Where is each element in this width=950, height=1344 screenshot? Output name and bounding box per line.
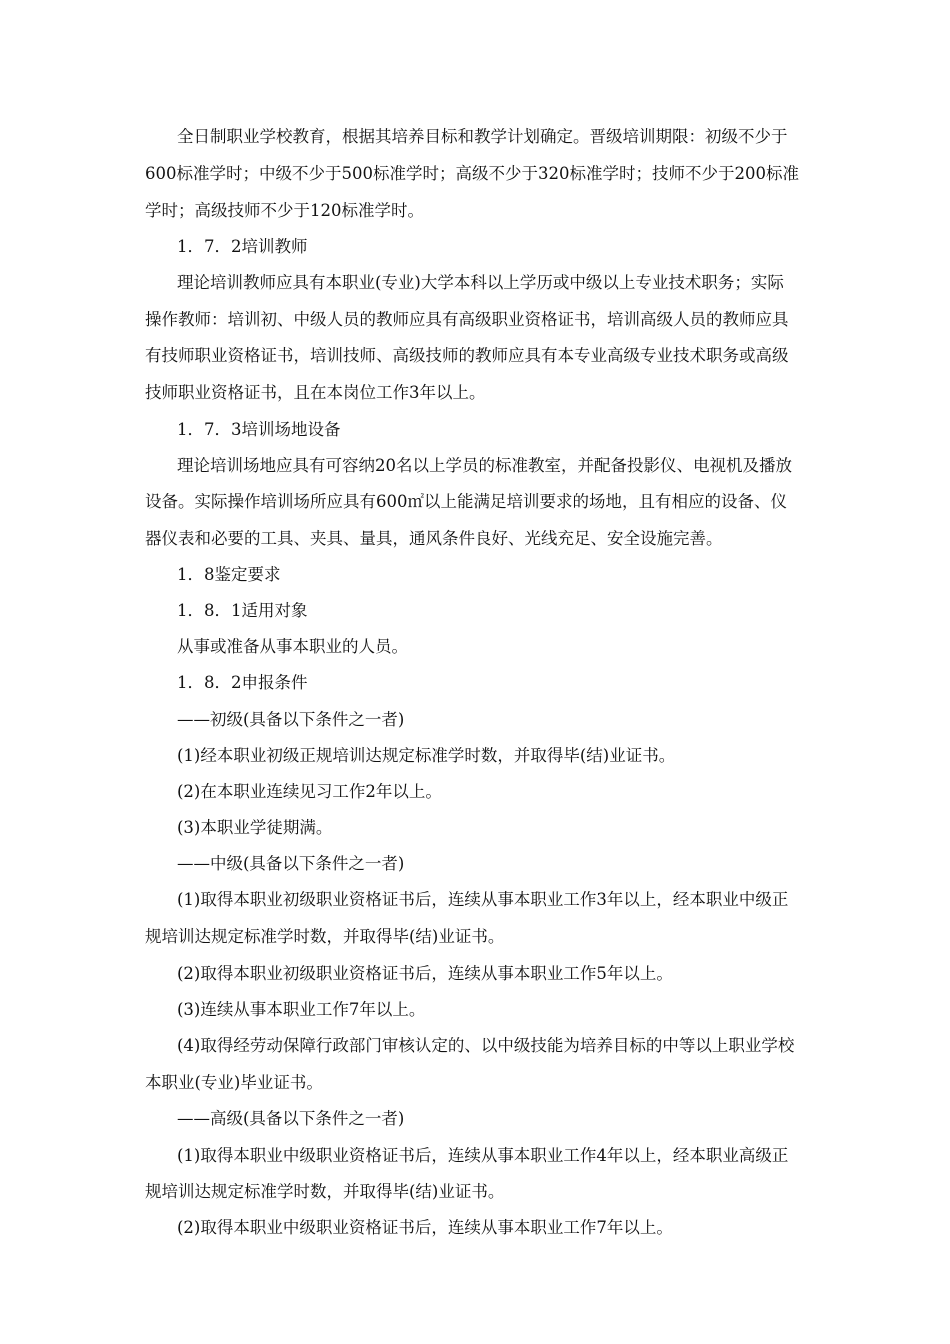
body-text-line: 600标准学时；中级不少于500标准学时；高级不少于320标准学时；技师不少于200标准	[145, 164, 799, 183]
body-text-line: 操作教师：培训初、中级人员的教师应具有高级职业资格证书，培训高级人员的教师应具	[145, 310, 789, 329]
level-heading: ——初级(具备以下条件之一者)	[177, 710, 405, 729]
body-text-line: 技师职业资格证书，且在本岗位工作3年以上。	[145, 383, 486, 402]
list-item: (2)在本职业连续见习工作2年以上。	[177, 782, 442, 801]
body-text-line: 从事或准备从事本职业的人员。	[177, 637, 408, 656]
section-heading: 1．7．3培训场地设备	[177, 420, 341, 439]
list-item-continuation: 规培训达规定标准学时数，并取得毕(结)业证书。	[145, 927, 505, 946]
section-heading: 1．8．2申报条件	[177, 673, 308, 692]
section-heading: 1．8．1适用对象	[177, 601, 308, 620]
body-text-line: 有技师职业资格证书，培训技师、高级技师的教师应具有本专业高级专业技术职务或高级	[145, 346, 789, 365]
list-item: (3)本职业学徒期满。	[177, 818, 333, 837]
body-text-line: 理论培训场地应具有可容纳20名以上学员的标准教室，并配备投影仪、电视机及播放	[177, 456, 792, 475]
body-text-line: 全日制职业学校教育，根据其培养目标和教学计划确定。晋级培训期限：初级不少于	[177, 127, 788, 146]
list-item: (2)取得本职业中级职业资格证书后，连续从事本职业工作7年以上。	[177, 1218, 673, 1237]
list-item: (1)取得本职业中级职业资格证书后，连续从事本职业工作4年以上，经本职业高级正	[177, 1146, 789, 1165]
section-heading: 1．8鉴定要求	[177, 565, 281, 584]
list-item: (3)连续从事本职业工作7年以上。	[177, 1000, 426, 1019]
list-item-continuation: 规培训达规定标准学时数，并取得毕(结)业证书。	[145, 1182, 505, 1201]
level-heading: ——高级(具备以下条件之一者)	[177, 1109, 405, 1128]
level-heading: ——中级(具备以下条件之一者)	[177, 854, 405, 873]
list-item: (1)取得本职业初级职业资格证书后，连续从事本职业工作3年以上，经本职业中级正	[177, 890, 789, 909]
list-item: (4)取得经劳动保障行政部门审核认定的、以中级技能为培养目标的中等以上职业学校	[177, 1036, 795, 1055]
list-item: (1)经本职业初级正规培训达规定标准学时数，并取得毕(结)业证书。	[177, 746, 676, 765]
body-text-line: 器仪表和必要的工具、夹具、量具，通风条件良好、光线充足、安全设施完善。	[145, 529, 723, 548]
list-item-continuation: 本职业(专业)毕业证书。	[145, 1073, 323, 1092]
list-item: (2)取得本职业初级职业资格证书后，连续从事本职业工作5年以上。	[177, 964, 673, 983]
body-text-line: 理论培训教师应具有本职业(专业)大学本科以上学历或中级以上专业技术职务；实际	[177, 273, 784, 292]
section-heading: 1．7．2培训教师	[177, 237, 308, 256]
body-text-line: 学时；高级技师不少于120标准学时。	[145, 201, 424, 220]
body-text-line: 设备。实际操作培训场所应具有600㎡以上能满足培训要求的场地，且有相应的设备、仪	[145, 492, 787, 511]
